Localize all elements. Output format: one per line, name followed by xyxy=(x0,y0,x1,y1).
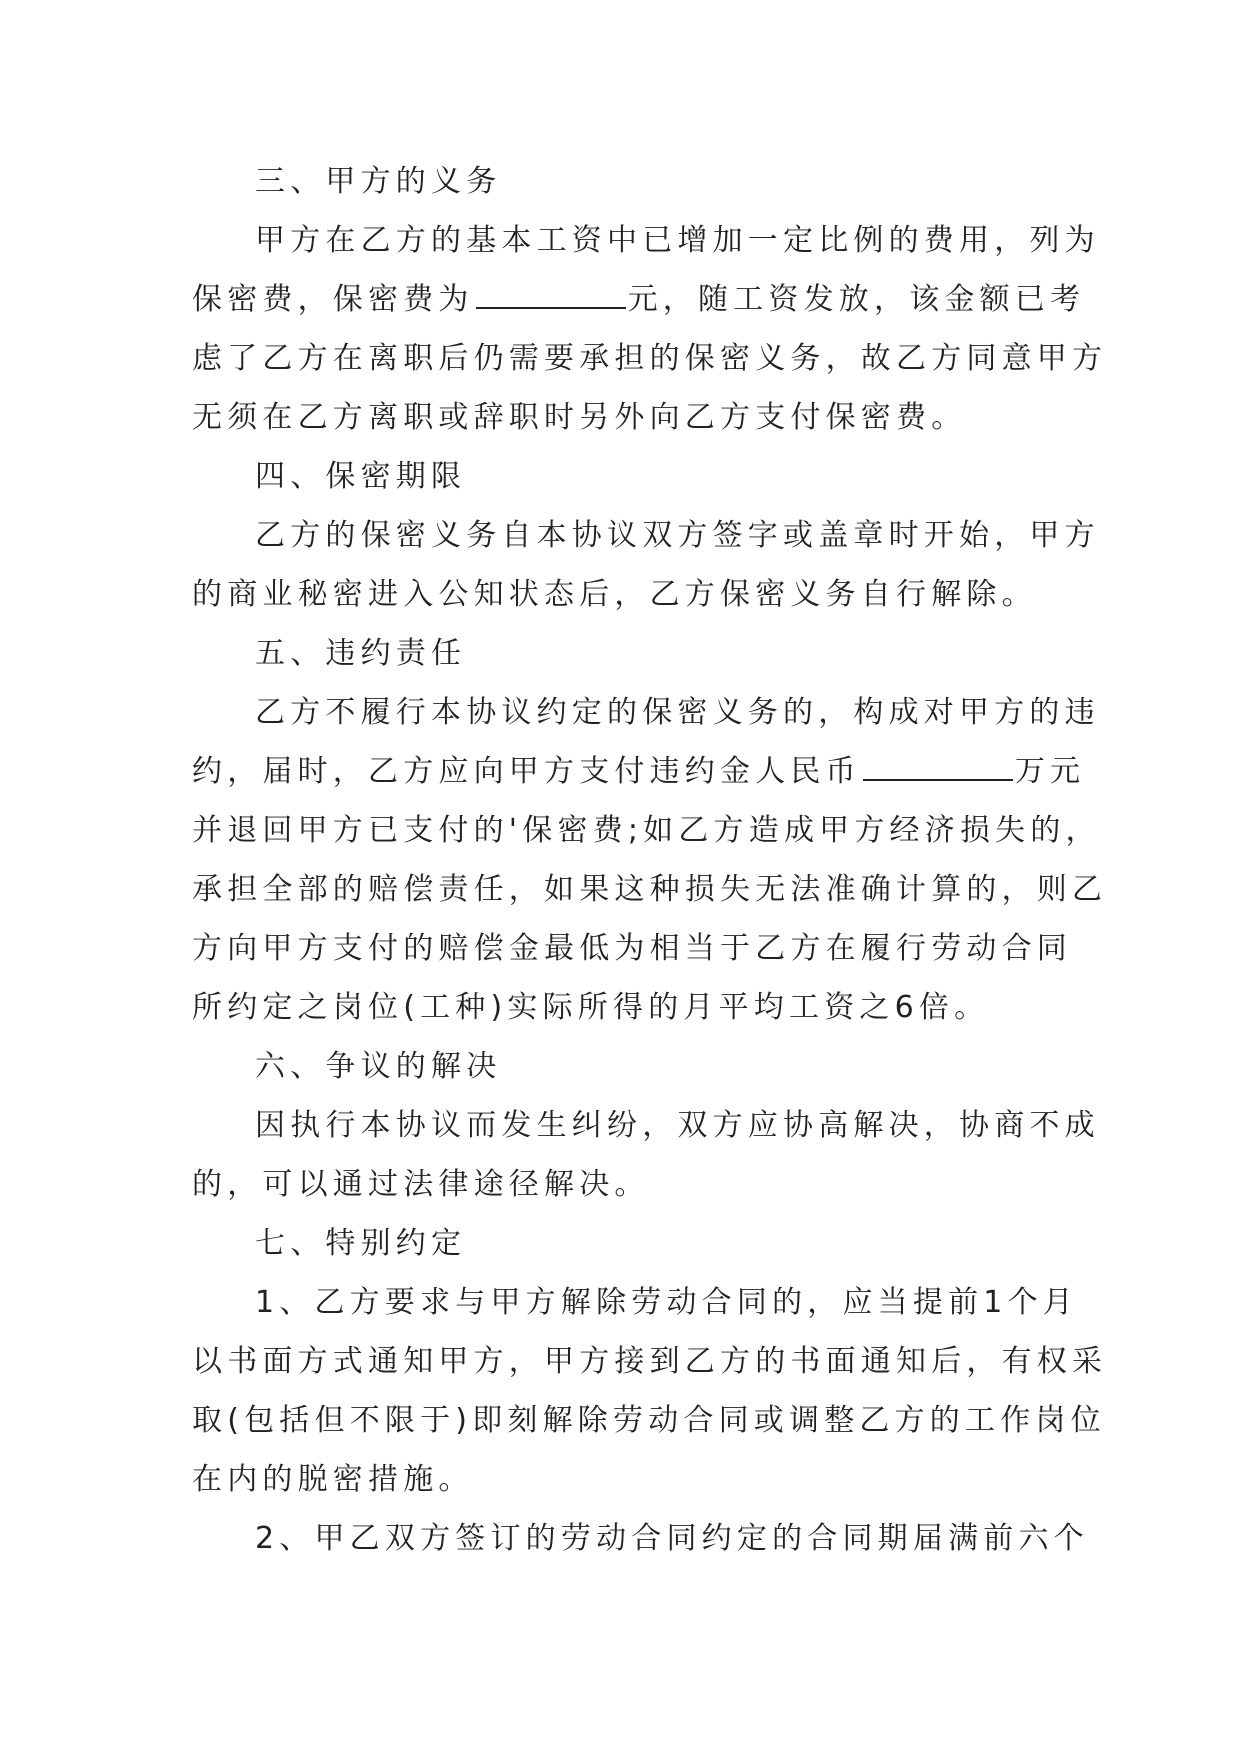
section-5-line-2-b: 万元 xyxy=(1014,754,1086,789)
section-3-line-2 xyxy=(192,270,1086,329)
document-page xyxy=(192,152,1108,1568)
section-3-line-1: 甲方在乙方的基本工资中已增加一定比例的费用，列为 xyxy=(255,223,1100,258)
section-5-heading: 五、违约责任 xyxy=(255,636,467,671)
section-3-line-2-b: 元，随工资发放，该金额已考 xyxy=(627,282,1086,317)
section-6-line-1: 因执行本协议而发生纠纷，双方应协高解决，协商不成 xyxy=(255,1108,1100,1143)
section-7-item-1-line-4: 在内的脱密措施。 xyxy=(192,1462,474,1497)
section-5-line-5: 方向甲方支付的赔偿金最低为相当于乙方在履行劳动合同 xyxy=(192,931,1072,966)
section-7-item-1-line-2: 以书面方式通知甲方，甲方接到乙方的书面通知后，有权采 xyxy=(192,1344,1108,1379)
section-4-heading: 四、保密期限 xyxy=(255,459,467,494)
penalty-amount-blank xyxy=(863,753,1013,781)
section-6-line-2: 的，可以通过法律途径解决。 xyxy=(192,1167,650,1202)
section-5-line-3: 并退回甲方已支付的'保密费;如乙方造成甲方经济损失的， xyxy=(192,813,1101,848)
section-3-line-4: 无须在乙方离职或辞职时另外向乙方支付保密费。 xyxy=(192,400,967,435)
section-3-line-3: 虑了乙方在离职后仍需要承担的保密义务，故乙方同意甲方 xyxy=(192,341,1108,376)
section-4-line-1: 乙方的保密义务自本协议双方签字或盖章时开始，甲方 xyxy=(255,518,1100,553)
fee-amount-blank xyxy=(476,281,626,309)
section-4-line-2: 的商业秘密进入公知状态后，乙方保密义务自行解除。 xyxy=(192,577,1037,612)
section-5-line-1: 乙方不履行本协议约定的保密义务的，构成对甲方的违 xyxy=(255,695,1100,730)
section-7-item-1-line-1: 1、乙方要求与甲方解除劳动合同的，应当提前1个月 xyxy=(255,1285,1078,1320)
section-5-line-6: 所约定之岗位(工种)实际所得的月平均工资之6倍。 xyxy=(192,990,990,1025)
section-5-line-2-a: 约，届时，乙方应向甲方支付违约金人民币 xyxy=(192,754,861,789)
section-7-item-1-line-3: 取(包括但不限于)即刻解除劳动合同或调整乙方的工作岗位 xyxy=(192,1403,1106,1438)
section-6-heading: 六、争议的解决 xyxy=(255,1049,502,1084)
section-7-heading: 七、特别约定 xyxy=(255,1226,467,1261)
section-3-heading: 三、甲方的义务 xyxy=(255,164,502,199)
section-3-line-2-a: 保密费，保密费为 xyxy=(192,282,474,317)
section-5-line-2 xyxy=(192,742,1086,801)
section-7-item-2-line-1: 2、甲乙双方签订的劳动合同约定的合同期届满前六个 xyxy=(255,1521,1089,1556)
section-5-line-4: 承担全部的赔偿责任，如果这种损失无法准确计算的，则乙 xyxy=(192,872,1108,907)
